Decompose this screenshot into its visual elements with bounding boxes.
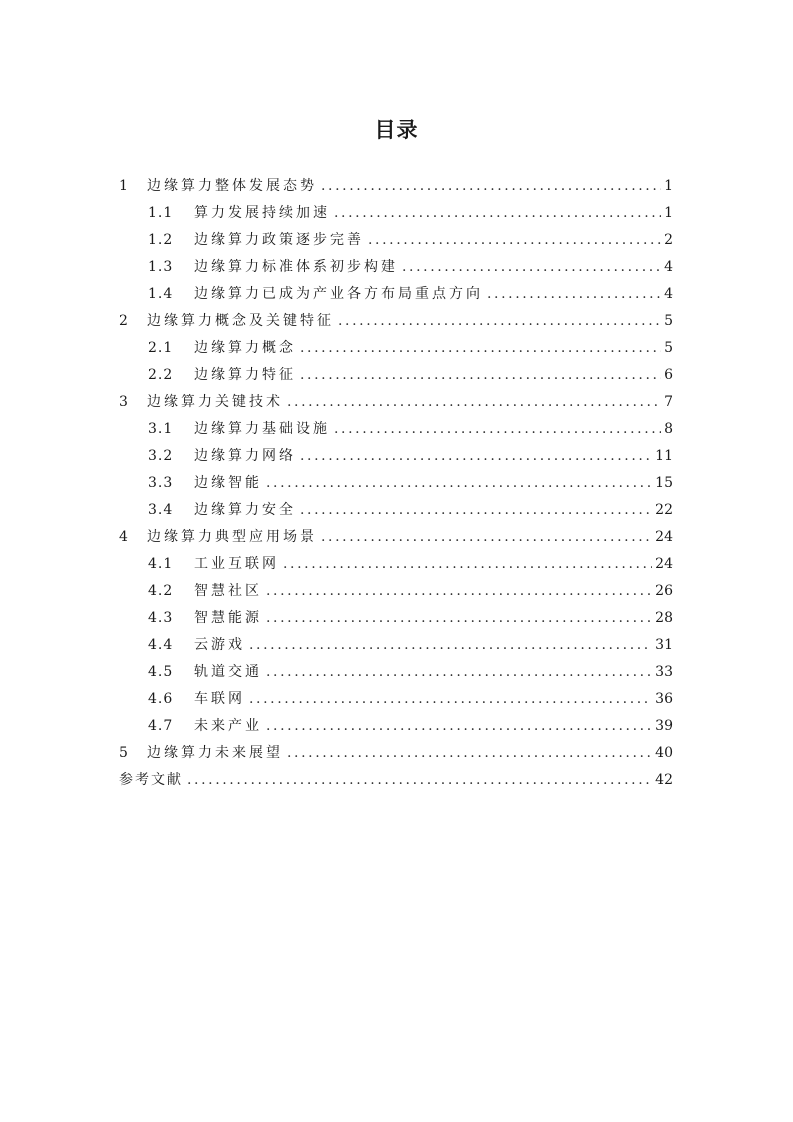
- toc-entry-number: 2.2: [148, 367, 174, 383]
- toc-entry-page: 40: [655, 745, 673, 761]
- toc-entry-title: 边缘智能: [194, 475, 262, 491]
- toc-dot-leader: [283, 551, 652, 578]
- toc-entry-page: 39: [655, 718, 673, 734]
- toc-entry-number: 4.4: [148, 637, 174, 653]
- toc-entry[interactable]: [119, 443, 673, 470]
- toc-entry-page: 28: [655, 610, 673, 626]
- toc-entry-number: 2.1: [148, 340, 174, 356]
- toc-dot-leader: [287, 740, 652, 767]
- toc-entry-page: 15: [655, 475, 673, 491]
- toc-dot-leader: [321, 524, 652, 551]
- toc-entry-number: 3.1: [148, 421, 174, 437]
- toc-entry[interactable]: [119, 173, 673, 200]
- toc-entry-title: 智慧能源: [194, 610, 262, 626]
- toc-dot-leader: [334, 416, 661, 443]
- toc-dot-leader: [300, 497, 652, 524]
- toc-entry[interactable]: [119, 335, 673, 362]
- toc-entry-page: 1: [664, 178, 673, 194]
- toc-entry-number: 4: [119, 529, 129, 545]
- toc-entry-title: 智慧社区: [194, 583, 262, 599]
- toc-dot-leader: [187, 767, 652, 794]
- toc-entry-title: 边缘算力标准体系初步构建: [194, 259, 398, 275]
- toc-dot-leader: [338, 308, 661, 335]
- toc-entry-number: 5: [119, 745, 129, 761]
- toc-entry-title: 边缘算力典型应用场景: [147, 529, 317, 545]
- toc-entry-number: 1.1: [148, 205, 174, 221]
- toc-entry[interactable]: [119, 605, 673, 632]
- toc-entry[interactable]: [119, 578, 673, 605]
- toc-entry-page: 33: [655, 664, 673, 680]
- toc-entry-number: 4.7: [148, 718, 174, 734]
- toc-entry-number: 1.4: [148, 286, 174, 302]
- toc-entry-page: 7: [664, 394, 673, 410]
- toc-dot-leader: [249, 632, 652, 659]
- toc-entry-page: 5: [664, 313, 673, 329]
- toc-dot-leader: [266, 605, 652, 632]
- toc-entry-title: 车联网: [194, 691, 245, 707]
- toc-entry[interactable]: [119, 551, 673, 578]
- toc-dot-leader: [266, 659, 652, 686]
- toc-dot-leader: [266, 470, 652, 497]
- toc-entry[interactable]: [119, 254, 673, 281]
- toc-entry-title: 边缘算力关键技术: [147, 394, 283, 410]
- toc-dot-leader: [300, 443, 652, 470]
- toc-dot-leader: [402, 254, 661, 281]
- toc-dot-leader: [266, 713, 652, 740]
- toc-entry-title: 边缘算力未来展望: [147, 745, 283, 761]
- toc-entry-title: 云游戏: [194, 637, 245, 653]
- toc-dot-leader: [321, 173, 661, 200]
- toc-entry-title: 工业互联网: [194, 556, 279, 572]
- toc-entry-title: 边缘算力整体发展态势: [147, 178, 317, 194]
- toc-entry-title: 边缘算力基础设施: [194, 421, 330, 437]
- toc-entry-page: 5: [664, 340, 673, 356]
- toc-entry[interactable]: [119, 200, 673, 227]
- toc-entry-page: 22: [655, 502, 673, 518]
- toc-entry-number: 1: [119, 178, 129, 194]
- toc-dot-leader: [368, 227, 661, 254]
- toc-dot-leader: [300, 335, 661, 362]
- toc-dot-leader: [487, 281, 661, 308]
- toc-entry[interactable]: [119, 767, 673, 794]
- toc-entry-page: 4: [664, 259, 673, 275]
- toc-entry-title: 参考文献: [119, 772, 183, 788]
- toc-entry[interactable]: [119, 470, 673, 497]
- page-title: 目录: [374, 118, 419, 143]
- toc-entry[interactable]: [119, 659, 673, 686]
- toc-entry-number: 3.2: [148, 448, 174, 464]
- toc-entry[interactable]: [119, 389, 673, 416]
- toc-entry-page: 2: [664, 232, 673, 248]
- toc-entry-title: 未来产业: [194, 718, 262, 734]
- toc-entry-page: 4: [664, 286, 673, 302]
- toc-entry-page: 1: [664, 205, 673, 221]
- toc-entry-title: 轨道交通: [194, 664, 262, 680]
- toc-entry-number: 4.1: [148, 556, 174, 572]
- toc-entry-number: 1.2: [148, 232, 174, 248]
- toc-entry-page: 31: [655, 637, 673, 653]
- toc-entry-title: 边缘算力网络: [194, 448, 296, 464]
- toc-entry-number: 4.2: [148, 583, 174, 599]
- toc-entry[interactable]: [119, 281, 673, 308]
- toc-entry-title: 算力发展持续加速: [194, 205, 330, 221]
- toc-entry-page: 24: [655, 556, 673, 572]
- toc-dot-leader: [300, 362, 661, 389]
- toc-entry-page: 11: [655, 448, 673, 464]
- toc-entry-title: 边缘算力概念: [194, 340, 296, 356]
- toc-entry-number: 3: [119, 394, 129, 410]
- toc-entry-title: 边缘算力安全: [194, 502, 296, 518]
- toc-dot-leader: [266, 578, 652, 605]
- toc-entry-page: 8: [664, 421, 673, 437]
- toc-entry-page: 36: [655, 691, 673, 707]
- toc-entry[interactable]: [119, 362, 673, 389]
- toc-entry[interactable]: [119, 713, 673, 740]
- toc-entry-title: 边缘算力概念及关键特征: [147, 313, 334, 329]
- toc-entry-page: 24: [655, 529, 673, 545]
- toc-dot-leader: [249, 686, 652, 713]
- toc-entry-number: 1.3: [148, 259, 174, 275]
- toc-entry-number: 3.4: [148, 502, 174, 518]
- toc-dot-leader: [334, 200, 661, 227]
- toc-entry-number: 2: [119, 313, 129, 329]
- toc-entry-number: 3.3: [148, 475, 174, 491]
- toc-dot-leader: [287, 389, 661, 416]
- toc-entry-page: 42: [655, 772, 673, 788]
- toc-entry-title: 边缘算力已成为产业各方布局重点方向: [194, 286, 483, 302]
- toc-entry-number: 4.3: [148, 610, 174, 626]
- toc-entry-number: 4.5: [148, 664, 174, 680]
- table-of-contents: [119, 173, 673, 794]
- toc-entry[interactable]: [119, 740, 673, 767]
- toc-entry-title: 边缘算力政策逐步完善: [194, 232, 364, 248]
- toc-entry[interactable]: [119, 524, 673, 551]
- toc-entry[interactable]: [119, 686, 673, 713]
- toc-entry-page: 6: [664, 367, 673, 383]
- toc-entry[interactable]: [119, 227, 673, 254]
- toc-entry-number: 4.6: [148, 691, 174, 707]
- toc-entry[interactable]: [119, 308, 673, 335]
- toc-entry[interactable]: [119, 497, 673, 524]
- toc-entry[interactable]: [119, 416, 673, 443]
- toc-entry[interactable]: [119, 632, 673, 659]
- toc-entry-page: 26: [655, 583, 673, 599]
- toc-entry-title: 边缘算力特征: [194, 367, 296, 383]
